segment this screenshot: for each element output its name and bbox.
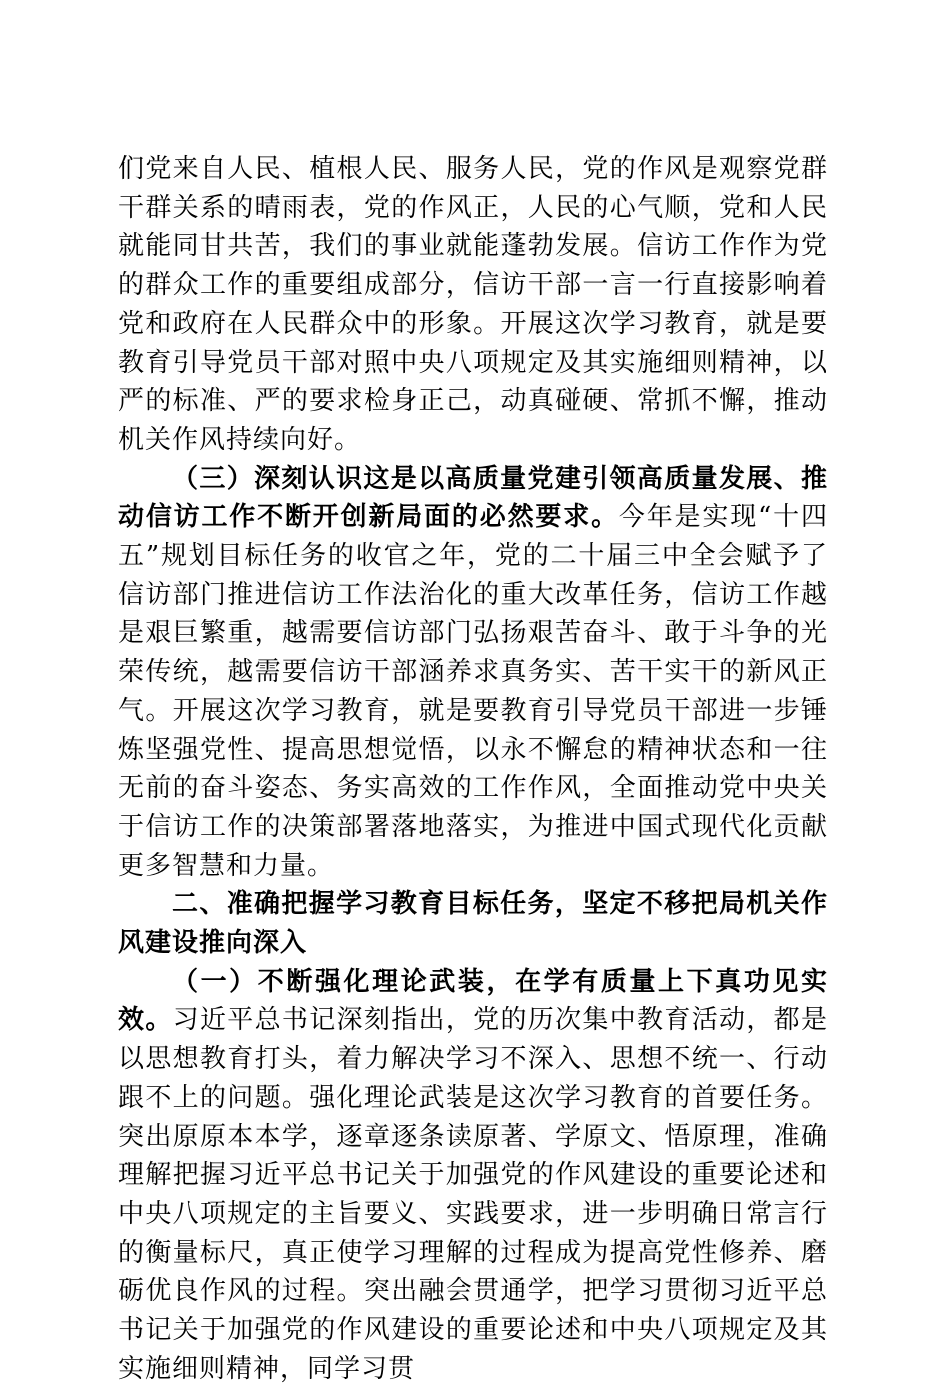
paragraph-subsection-1 <box>118 963 828 1389</box>
paragraph-continuation <box>118 150 828 460</box>
paragraph-lead-heading: （一）不断强化理论武装，在学有质量上下真功见实效。 <box>118 966 828 1036</box>
document-body <box>118 150 828 1389</box>
paragraph-text: 习近平总书记深刻指出，党的历次集中教育活动，都是以思想教育打头，着力解决学习不深入、思想不统一、行动跟不上的问题。强化理论武装是这次学习教育的首要任务。突出原原本本学，逐章逐条读原著、学原文、悟原理，准确理解把握习近平总书记关于加强党的作风建设的重要论述和中央八项规定的主旨要义、实践要求，进一步明确日常言行的衡量标尺，真正使学习理解的过程成为提高党性修养、磨砺优良作风的过程。突出融会贯通学，把学习贯彻习近平总书记关于加强党的作风建设的重要论述和中央八项规定及其实施细则精神，同学习贯 <box>118 1005 828 1384</box>
paragraph-text: 今年是实现“十四五”规划目标任务的收官之年，党的二十届三中全会赋予了信访部门推进信访工作法治化的重大改革任务，信访工作越是艰巨繁重，越需要信访部门弘扬艰苦奋斗、敢于斗争的光荣传统，越需要信访干部涵养求真务实、苦干实干的新风正气。开展这次学习教育，就是要教育引导党员干部进一步锤炼坚强党性、提高思想觉悟，以永不懈怠的精神状态和一往无前的奋斗姿态、务实高效的工作作风，全面推动党中央关于信访工作的决策部署落地落实，为推进中国式现代化贡献更多智慧和力量。 <box>118 502 828 881</box>
paragraph-section-3 <box>118 460 828 886</box>
paragraph-text: 们党来自人民、植根人民、服务人民，党的作风是观察党群干群关系的晴雨表，党的作风正，人民的心气顺，党和人民就能同甘共苦，我们的事业就能蓬勃发展。信访工作作为党的群众工作的重要组成部分，信访干部一言一行直接影响着党和政府在人民群众中的形象。开展这次学习教育，就是要教育引导党员干部对照中央八项规定及其实施细则精神，以严的标准、严的要求检身正己，动真碰硬、常抓不懈，推动机关作风持续向好。 <box>118 154 828 455</box>
section-heading-2: 二、准确把握学习教育目标任务，坚定不移把局机关作风建设推向深入 <box>118 889 828 959</box>
paragraph-lead-heading: （三）深刻认识这是以高质量党建引领高质量发展、推动信访工作不断开创新局面的必然要求。 <box>118 463 828 533</box>
